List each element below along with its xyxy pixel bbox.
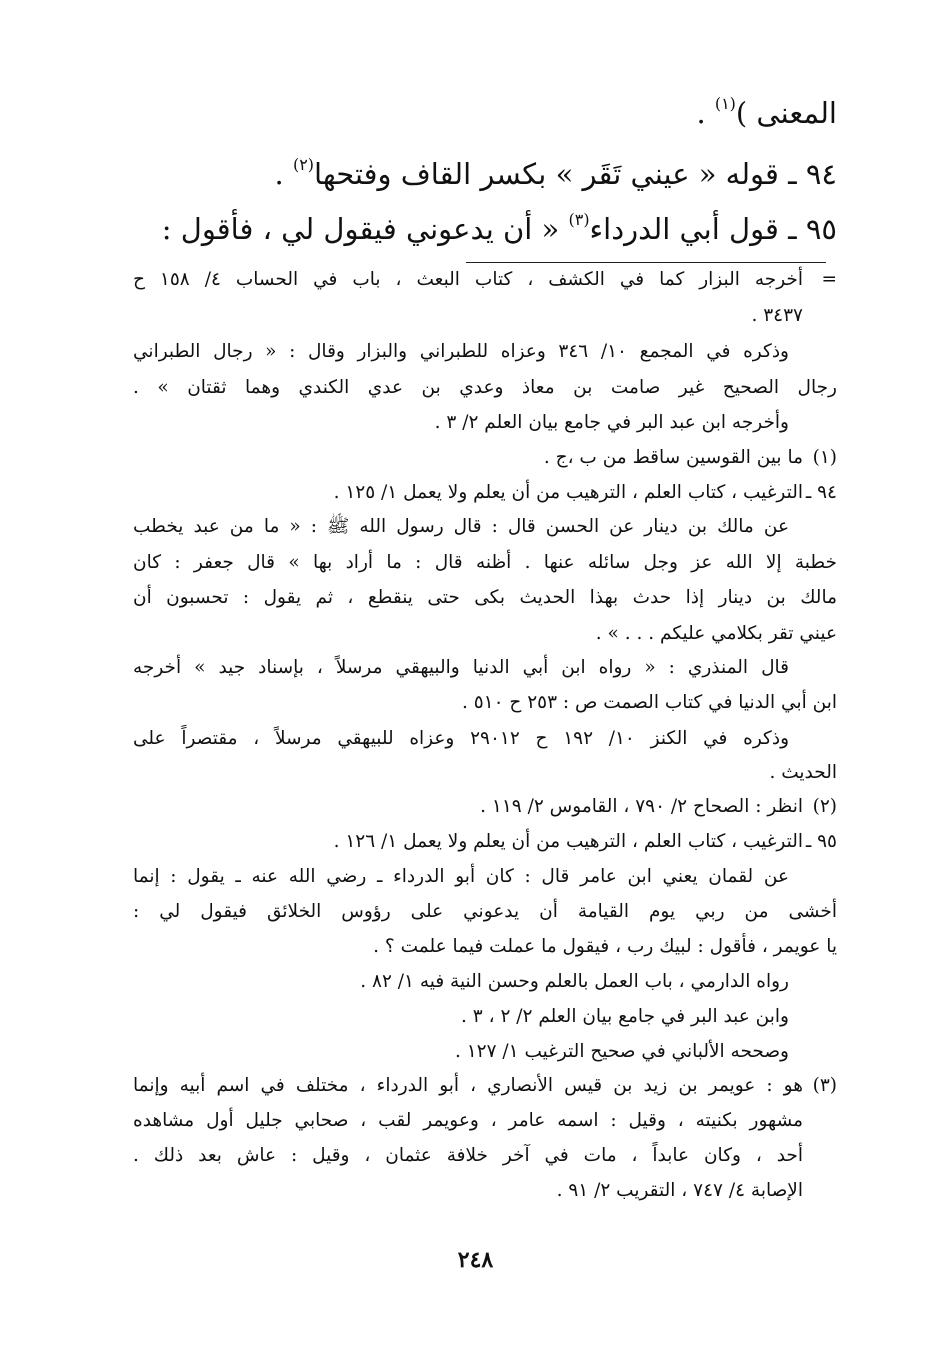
main-text-span: . bbox=[696, 96, 715, 130]
footnote-line bbox=[133, 376, 837, 401]
footnote-line: عن مالك بن دينار عن الحسن قال : قال رسول الله ﷺ : « ما من عبد يخطب bbox=[133, 516, 789, 537]
footnote-line: الترغيب ، كتاب العلم ، الترهيب من أن يعلم ولا يعمل ١/ ١٢٥ . bbox=[333, 482, 803, 503]
footnote-line bbox=[133, 865, 837, 890]
footnote-marker: ٩٥ ـ bbox=[805, 831, 837, 852]
main-text-line-2 bbox=[100, 157, 837, 192]
page-number: ٢٤٨ bbox=[457, 1247, 494, 1273]
continuation-marker: = bbox=[821, 269, 837, 290]
footnote-line: الترغيب ، كتاب العلم ، الترهيب من أن يعلم ولا يعمل ١/ ١٢٦ . bbox=[333, 831, 803, 852]
footnote-line: انظر : الصحاح ٢/ ٧٩٠ ، القاموس ٢/ ١١٩ . bbox=[480, 796, 803, 817]
footnote-line: أحد ، وكان عابداً ، مات في آخر خلافة عثمان ، وقيل : عاش بعد ذلك . bbox=[133, 1145, 803, 1166]
footnote-ref-1[interactable]: (١) bbox=[714, 94, 736, 114]
footnote-line: ابن أبي الدنيا في كتاب الصمت ص : ٢٥٣ ح ٥١٠ . bbox=[461, 692, 837, 713]
footnote-line: وصححه الألباني في صحيح الترغيب ١/ ١٢٧ . bbox=[454, 1041, 789, 1062]
footnote-line bbox=[133, 622, 837, 647]
footnote-line bbox=[133, 1040, 837, 1065]
footnote-line: مالك بن دينار إذا حدث بهذا الحديث بكى حتى ينقطع ، ثم يقول : تحسبون أن bbox=[133, 587, 837, 608]
main-text-line-3 bbox=[100, 212, 837, 247]
main-text-span: المعنى ) bbox=[735, 96, 837, 130]
main-text-span: . bbox=[274, 157, 293, 191]
footnote-line: رواه الدارمي ، باب العمل بالعلم وحسن النية فيه ١/ ٨٢ . bbox=[360, 971, 789, 992]
footnote-line: ما بين القوسين ساقط من ب ،ج . bbox=[543, 447, 803, 468]
footnote-line bbox=[133, 1144, 837, 1169]
footnote-line: قال المنذري : « رواه ابن أبي الدنيا والبيهقي مرسلاً ، بإسناد جيد » أخرجه bbox=[133, 657, 789, 678]
footnote-line bbox=[133, 304, 837, 329]
footnote-line: عن لقمان يعني ابن عامر قال : كان أبو الدرداء ـ رضي الله عنه ـ يقول : إنما bbox=[133, 866, 789, 887]
footnote-line: وذكره في الكنز ١٠/ ١٩٢ ح ٢٩٠١٢ وعزاه للبيهقي مرسلاً ، مقتصراً على bbox=[133, 728, 790, 749]
footnote-marker: (١) bbox=[812, 447, 837, 468]
footnote-line bbox=[133, 656, 837, 681]
footnote-line bbox=[133, 411, 837, 436]
footnote-line: ٣٤٣٧ . bbox=[751, 305, 803, 326]
footnote-line: يا عويمر ، فأقول : لبيك رب ، فيقول ما عملت فيما علمت ؟ . bbox=[373, 936, 837, 957]
footnote-line bbox=[133, 515, 837, 540]
footnote-line bbox=[133, 727, 837, 752]
footnote-1 bbox=[133, 446, 837, 471]
main-text-span: ٩٥ ـ قول أبي الدرداء bbox=[589, 212, 837, 246]
note-94 bbox=[133, 481, 837, 506]
footnote-line: الحديث . bbox=[769, 762, 837, 783]
footnote-line: أخشى من ربي يوم القيامة أن يدعوني على رؤوس الخلائق فيقول لي : bbox=[133, 901, 837, 922]
footnote-separator bbox=[466, 262, 826, 263]
footnote-marker: (٣) bbox=[812, 1075, 837, 1096]
footnote-line bbox=[133, 1179, 837, 1204]
main-text-span: ٩٤ ـ قوله « عيني تَقَر » بكسر القاف وفتحها bbox=[313, 157, 837, 191]
footnote-ref-2[interactable]: (٢) bbox=[292, 155, 314, 175]
footnote-line bbox=[133, 691, 837, 716]
footnote-line: رجال الصحيح غير صامت بن معاذ وعدي بن عدي الكندي وهما ثقتان » . bbox=[133, 377, 837, 398]
footnote-ref-3[interactable]: (٣) bbox=[568, 210, 590, 230]
footnote-line: عيني تقر بكلامي عليكم . . . » . bbox=[595, 623, 837, 644]
footnote-line: وابن عبد البر في جامع بيان العلم ٢/ ٢ ، ٣ . bbox=[461, 1006, 789, 1027]
footnote-continuation bbox=[133, 268, 837, 293]
footnote-line bbox=[133, 551, 837, 576]
footnote-line bbox=[133, 340, 837, 365]
footnote-line bbox=[133, 900, 837, 925]
footnote-line bbox=[133, 1005, 837, 1030]
footnote-marker: (٢) bbox=[812, 796, 837, 817]
main-text-line-1 bbox=[100, 96, 837, 131]
note-95 bbox=[133, 830, 837, 855]
footnote-line: خطبة إلا الله عز وجل سائله عنها . أظنه قال : ما أراد بها » قال جعفر : كان bbox=[133, 552, 837, 573]
footnote-line bbox=[133, 935, 837, 960]
footnote-line bbox=[133, 761, 837, 786]
footnote-line bbox=[133, 1109, 837, 1134]
footnote-marker: ٩٤ ـ bbox=[805, 482, 837, 503]
footnote-line: أخرجه البزار كما في الكشف ، كتاب البعث ، باب في الحساب ٤/ ١٥٨ ح bbox=[133, 269, 803, 290]
footnote-line: وذكره في المجمع ١٠/ ٣٤٦ وعزاه للطبراني والبزار وقال : « رجال الطبراني bbox=[133, 341, 789, 362]
footnote-line: وأخرجه ابن عبد البر في جامع بيان العلم ٢/ ٣ . bbox=[434, 412, 789, 433]
main-text-span: « أن يدعوني فيقول لي ، فأقول : bbox=[161, 212, 569, 246]
footnote-line bbox=[133, 586, 837, 611]
footnote-line: مشهور بكنيته ، وقيل : اسمه عامر ، وعويمر لقب ، صحابي جليل أول مشاهده bbox=[133, 1110, 803, 1131]
footnote-line: هو : عويمر بن زيد بن قيس الأنصاري ، أبو الدرداء ، مختلف في اسم أبيه وإنما bbox=[133, 1075, 803, 1096]
footnote-2 bbox=[133, 795, 837, 820]
footnote-line: الإصابة ٤/ ٧٤٧ ، التقريب ٢/ ٩١ . bbox=[556, 1180, 803, 1201]
footnote-3 bbox=[133, 1074, 837, 1099]
footnote-line bbox=[133, 970, 837, 995]
